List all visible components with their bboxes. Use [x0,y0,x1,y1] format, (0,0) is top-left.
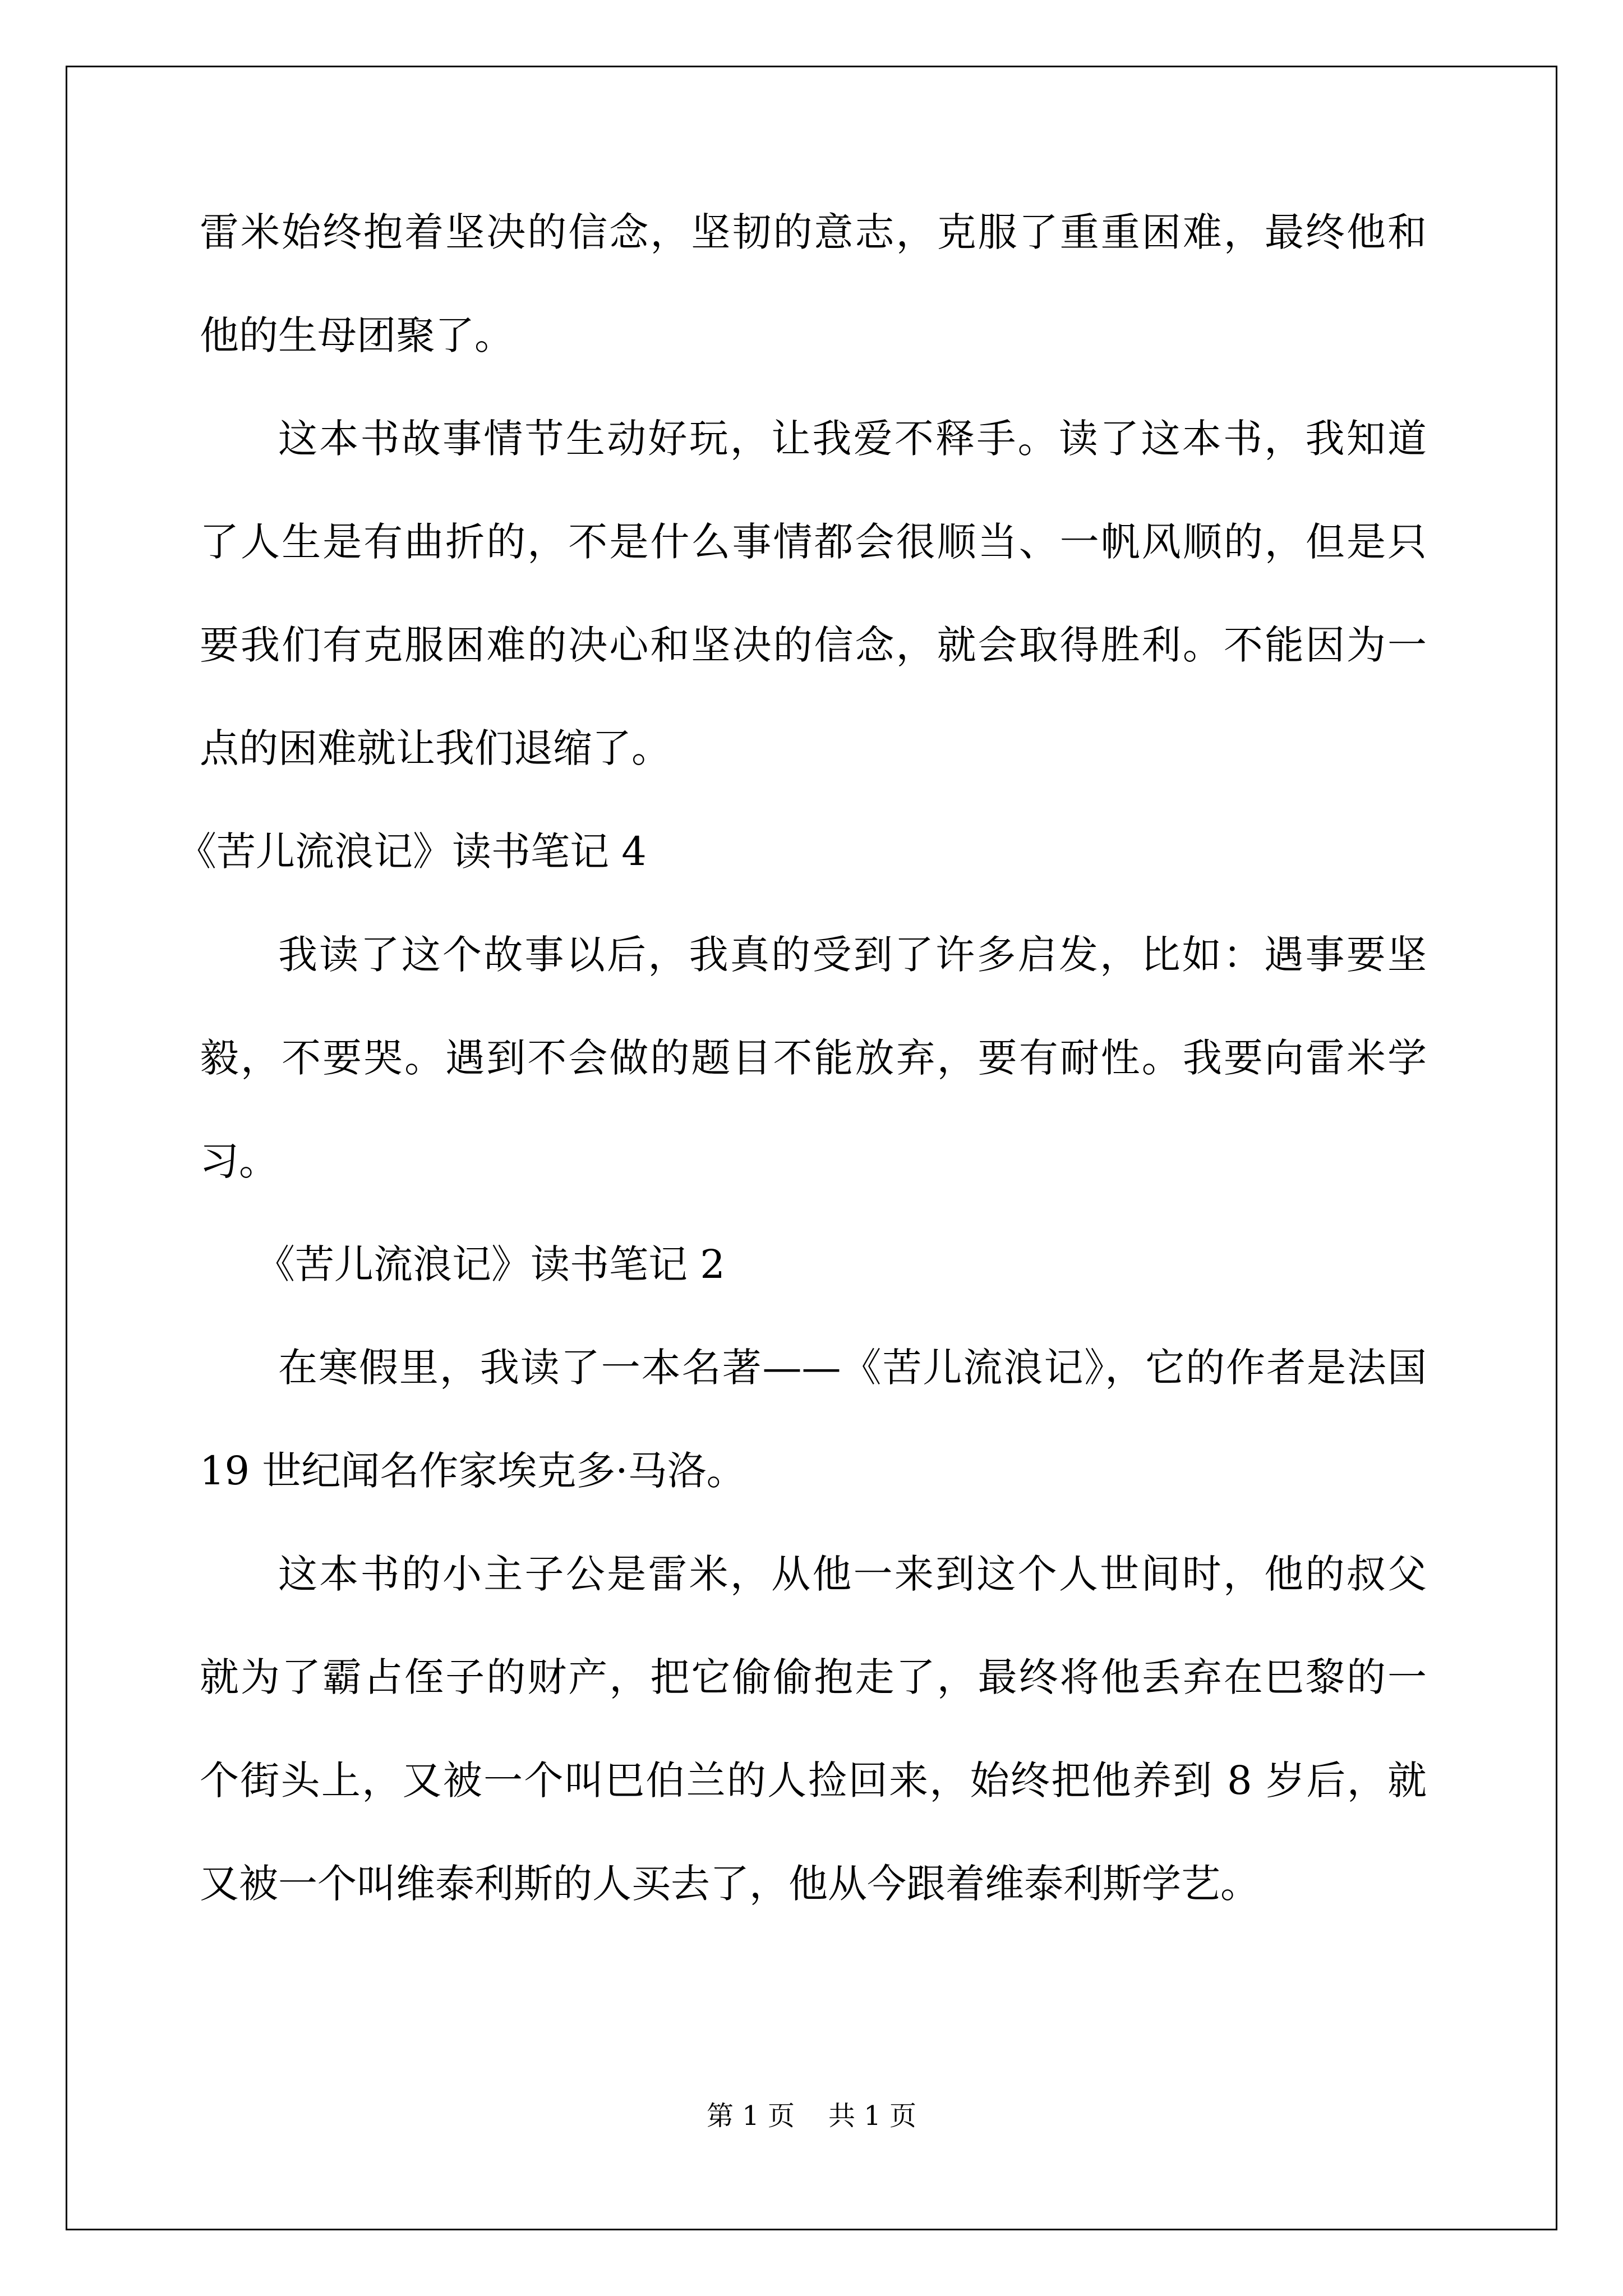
page-number: 第 1 页 [706,2100,795,2132]
paragraph-line: 这本书的小主子公是雷米，从他一来到这个人世间时，他的叔父 [278,1551,1427,1597]
section-heading: 《苦儿流浪记》读书笔记 4 [177,829,647,875]
paragraph-line: 他的生母团聚了。 [200,312,514,358]
paragraph-line: 我读了这个故事以后，我真的受到了许多启发，比如：遇事要坚 [278,932,1427,978]
paragraph-line: 个街头上，又被一个叫巴伯兰的人捡回来，始终把他养到 8 岁后，就 [200,1757,1427,1803]
paragraph-line: 毅，不要哭。遇到不会做的题目不能放弃，要有耐性。我要向雷米学 [200,1035,1427,1081]
paragraph-line: 了人生是有曲折的，不是什么事情都会很顺当、一帆风顺的，但是只 [200,519,1427,565]
section-heading: 《苦儿流浪记》读书笔记 2 [256,1241,725,1287]
page-footer [0,2099,1623,2133]
paragraph-line: 在寒假里，我读了一本名著——《苦儿流浪记》，它的作者是法国 [278,1345,1427,1391]
paragraph-line: 就为了霸占侄子的财产，把它偷偷抱走了，最终将他丢弃在巴黎的一 [200,1654,1427,1700]
document-body [177,208,1427,1962]
paragraph-line: 这本书故事情节生动好玩，让我爱不释手。读了这本书，我知道 [278,416,1427,462]
page-count: 共 1 页 [828,2100,917,2132]
paragraph-line: 19 世纪闻名作家埃克多·马洛。 [200,1448,746,1494]
paragraph-line: 要我们有克服困难的决心和坚决的信念，就会取得胜利。不能因为一 [200,622,1427,668]
paragraph-line: 雷米始终抱着坚决的信念，坚韧的意志，克服了重重困难，最终他和 [200,209,1427,255]
paragraph-line: 点的困难就让我们退缩了。 [200,725,671,771]
paragraph-line: 又被一个叫维泰利斯的人买去了，他从今跟着维泰利斯学艺。 [200,1861,1260,1907]
paragraph-line: 习。 [200,1138,278,1184]
